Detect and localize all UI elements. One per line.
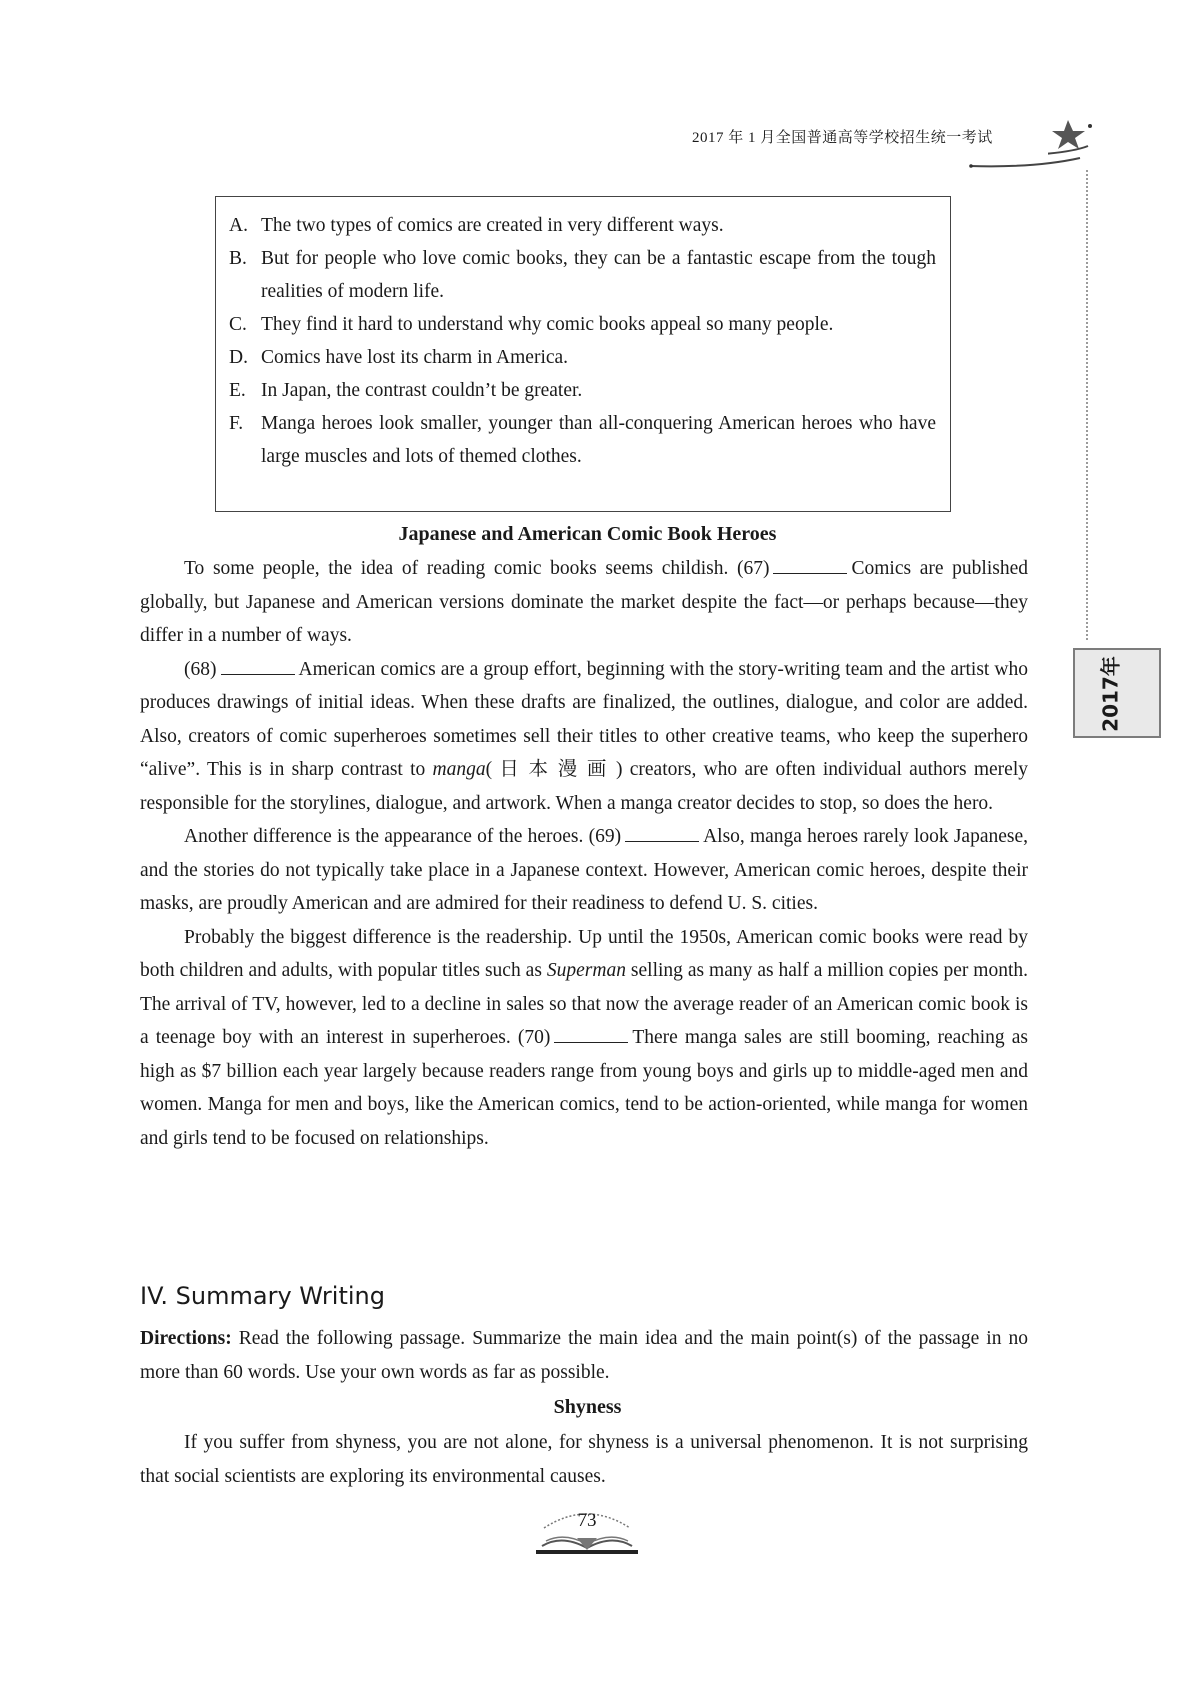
option-c: C. They find it hard to understand why comic books appeal so many people. [229,314,834,335]
section-title: IV. Summary Writing [140,1282,385,1310]
page-number-badge [532,1506,642,1566]
margin-dotted-rule [1086,170,1088,640]
option-e: E. In Japan, the contrast couldn’t be greater. [229,380,583,401]
directions [140,1322,1028,1390]
answer-blank-68[interactable] [221,658,295,675]
options-box [215,196,951,512]
answer-blank-70[interactable] [554,1026,628,1043]
answer-blank-67[interactable] [773,557,847,574]
shyness-title: Shyness [553,1396,622,1418]
swoosh-decoration-icon [965,150,1090,170]
paragraph-2: (68) American comics are a group effort, beginning with the story-writing team and the artist who produces drawings of initial ideas. When these drafts are finalized, the outlines, dialogue, and color are added. Also, creators of comic superheroes sometimes sell their titles to other creative teams, who keep the superhero “alive”. This is in sharp contrast to manga( 日 本 漫 画 ) creators, who are often individual authors merely responsible for the storylines, dialogue, and artwork. When a manga creator decides to stop, so does the hero. [140,658,1028,814]
shyness-paragraph: If you suffer from shyness, you are not alone, for shyness is a universal phenomenon. It is not surprising that social scientists are exploring its environmental causes. [140,1432,1028,1487]
year-side-tab-label: 2017年 [1098,656,1123,732]
passage-title: Japanese and American Comic Book Heroes [398,523,777,545]
paragraph-3: Another difference is the appearance of the heroes. (69) Also, manga heroes rarely look Japanese, and the stories do not typically take place in a Japanese context. However, American comic heroes, despite their masks, are proudly American and are admired for their readiness to defend U. S. cities. [140,826,1028,914]
answer-blank-69[interactable] [625,825,699,842]
year-side-tab [1073,648,1161,738]
exam-header-title: 2017 年 1 月全国普通高等学校招生统一考试 [692,130,993,146]
paragraph-1: To some people, the idea of reading comic books seems childish. (67) Comics are published globally, but Japanese and American versions dominate the market despite the fact—or perhaps because—they differ in a number of ways. [140,558,1029,646]
directions-text: Read the following passage. Summarize the main idea and the main point(s) of the passage in no more than 60 words. Use your own words as far as possible. [140,1328,1029,1383]
page-number: 73 [577,1510,597,1531]
option-a: A. The two types of comics are created in very different ways. [229,215,724,236]
paragraph-4: Probably the biggest difference is the readership. Up until the 1950s, American comic books were read by both children and adults, with popular titles such as Superman selling as many as half a million copies per month. The arrival of TV, however, led to a decline in sales so that now the average reader of an American comic book is a teenage boy with an interest in superheroes. (70) There manga sales are still booming, reaching as high as $7 billion each year largely because readers range from young boys and girls up to middle-aged men and women. Manga for men and boys, like the American comics, tend to be action-oriented, while manga for women and girls tend to be focused on relationships. [140,926,1029,1149]
directions-label: Directions: [140,1328,232,1349]
option-b: B. But for people who love comic books, they can be a fantastic escape from the tough realities of modern life. [229,248,936,302]
option-f: F. Manga heroes look smaller, younger than all-conquering American heroes who have large muscles and lots of themed clothes. [229,413,936,467]
option-d: D. Comics have lost its charm in America. [229,347,569,368]
passage-body [140,552,1028,1155]
